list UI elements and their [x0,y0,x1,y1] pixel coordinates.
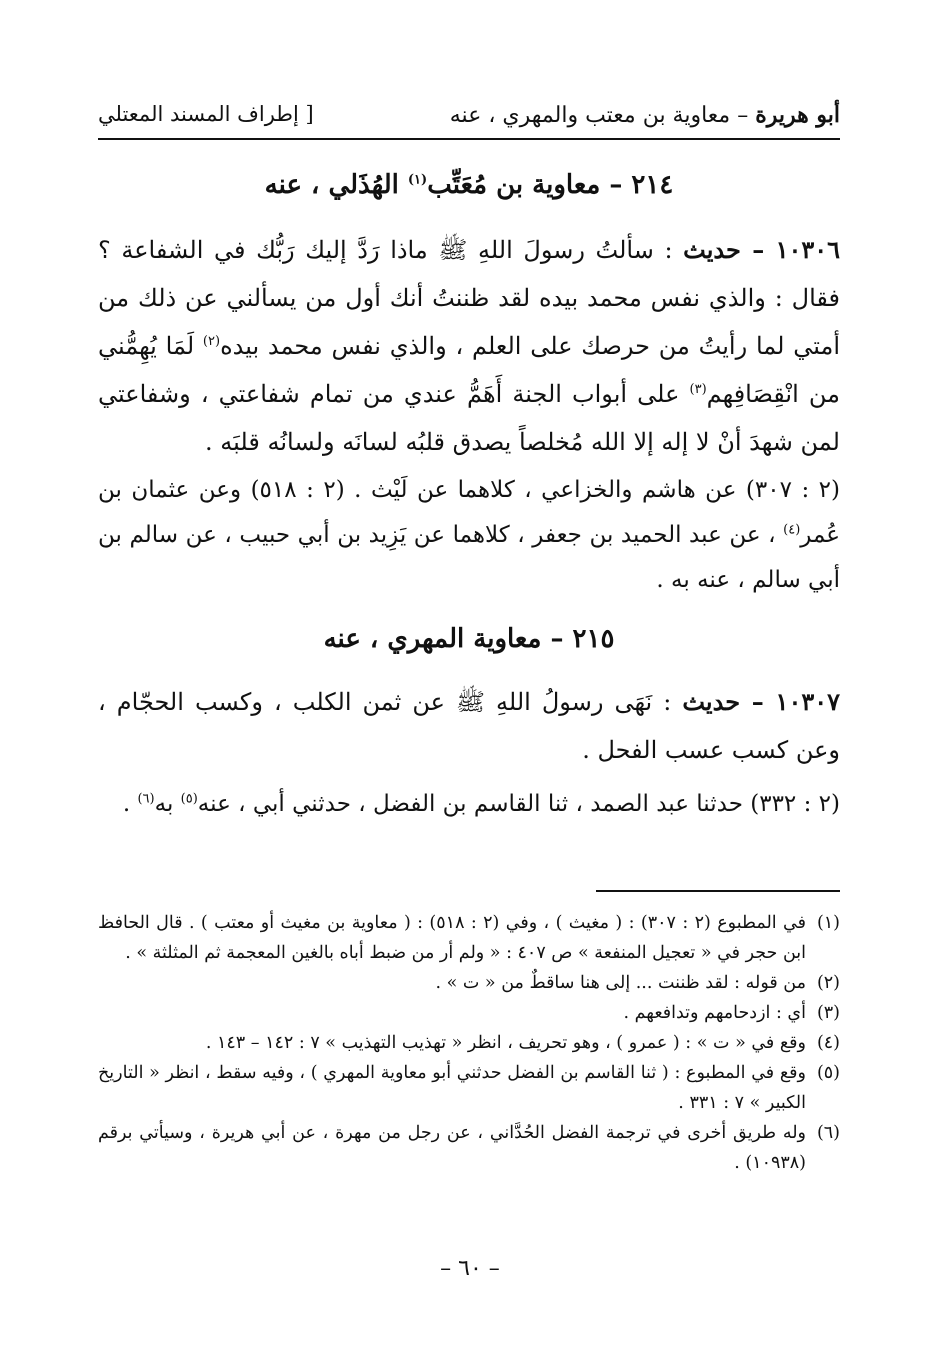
hadith-text: لَمَا يُهِمُّني من انْقِصَافِهم [98,332,840,408]
hadith-text: : سألتُ رسولَ اللهِ ﷺ ماذا رَدَّ إليك رَبُّك في الشفاعة ؟ فقال : والذي نفس محمد بيده لقد ظننتُ أنك أول من يسألني عن ذلك من أمتي لما رأيتُ من حرصك على العلم ، والذي نفس محمد بيده [98,236,840,360]
footnote-number: (٥) [816,1063,840,1083]
footnote-text: وقع في المطبوع : ( ثنا القاسم بن الفضل حدثني أبو معاوية المهري ) ، وفيه سقط ، انظر « التاريخ الكبير » ٧ : ٣٣١ . [98,1063,806,1113]
header-chapter-text: – معاوية بن معتب والمهري ، عنه [449,103,749,128]
source-citation-10306 [98,468,840,603]
footnote-number: (٦) [816,1123,840,1143]
footnotes [98,908,840,1178]
source-text: (٢ : ٣٣٢) حدثنا عبد الصمد ، ثنا القاسم بن الفضل ، حدثني أبي ، عنه [197,791,840,817]
section-title-215: ٢١٥ – معاوية المهري ، عنه [323,624,615,654]
section-title-text: ٢١٤ – معاوية بن مُعَتِّب [427,170,674,200]
footnote-number: (٢) [816,973,840,993]
source-text: . [122,791,138,817]
footnote-text: في المطبوع (٢ : ٣٠٧) : ( مغيث ) ، وفي (٢ : ٥١٨) : ( معاوية بن مغيث أو معتب ) . قال الحافظ ابن حجر في « تعجيل المنفعة » ص ٤٠٧ : « ولم أر من ضبط أباه بالغين المعجمة ثم المثلثة » . [98,913,807,963]
footnote-item [98,1058,840,1118]
header-author: أبو هريرة [755,102,840,128]
hadith-10306 [98,226,840,466]
footnote-ref: (٣) [689,382,707,397]
footnote-item [98,998,840,1028]
footnote-number: (٤) [816,1033,840,1053]
footnote-text: من قوله : لقد ظننت ... إلى هنا ساقطٌ من « ت » . [435,973,806,993]
section-title-214 [98,170,840,200]
footnote-ref: (٥) [180,791,198,807]
footnote-ref: (٦) [137,791,155,807]
footnote-ref: (١) [407,172,428,188]
footnote-number: (١) [816,913,840,933]
footnote-text: وقع في « ت » : ( عمرو ) ، وهو تحريف ، انظر « تهذيب التهذيب » ٧ : ١٤٢ – ١٤٣ . [205,1033,806,1053]
footnote-ref: (٤) [783,522,801,538]
footnote-item [98,908,840,968]
footnote-ref: (٢) [202,334,221,349]
source-text: به [154,791,181,817]
source-text: (٢ : ٣٠٧) عن هاشم والخزاعي ، كلاهما عن لَيْث . (٢ : ٥١٨) وعن عثمان بن عُمر [98,477,841,548]
hadith-number: ١٠٣٠٦ – حديث [683,235,841,264]
section-title-text-rest: الهُذَلي ، عنه [264,170,408,200]
source-text: ، عن عبد الحميد بن جعفر ، كلاهما عن يَزِيد بن أبي حبيب ، عن سالم بن أبي سالم ، عنه به . [98,522,840,593]
footnote-item [98,1118,840,1178]
header-book-title: [ إطراف المسند المعتلي [98,102,314,126]
source-citation-10307 [98,782,840,827]
hadith-number: ١٠٣٠٧ – حديث [682,687,840,716]
footnote-divider [596,890,840,892]
running-header [98,100,840,140]
hadith-text: : نَهَى رسولُ اللهِ ﷺ عن ثمن الكلب ، وكسب الحجّام ، وعن كسب عسب الفحل . [98,688,840,764]
header-chapter [450,102,840,128]
page-number: – ٦٠ – [440,1256,500,1281]
footnote-item [98,1028,840,1058]
hadith-text: على أبواب الجنة أَهَمُّ عندي من تمام شفاعتي ، وشفاعتي لمن شهدَ أنْ لا إله إلا الله مُخلصاً يصدق قلبُه لسانَه ولسانُه قلبَه . [98,380,840,456]
hadith-10307 [98,678,840,774]
footnote-number: (٣) [816,1003,840,1023]
footnote-text: وله طريق أخرى في ترجمة الفضل الحُدَّاني ، عن رجل من مهرة ، عن أبي هريرة ، وسيأتي برقم (١٠٩٣٨) . [98,1123,806,1173]
footnote-item [98,968,840,998]
footnote-text: أي : ازدحامهم وتدافعهم . [623,1003,806,1023]
